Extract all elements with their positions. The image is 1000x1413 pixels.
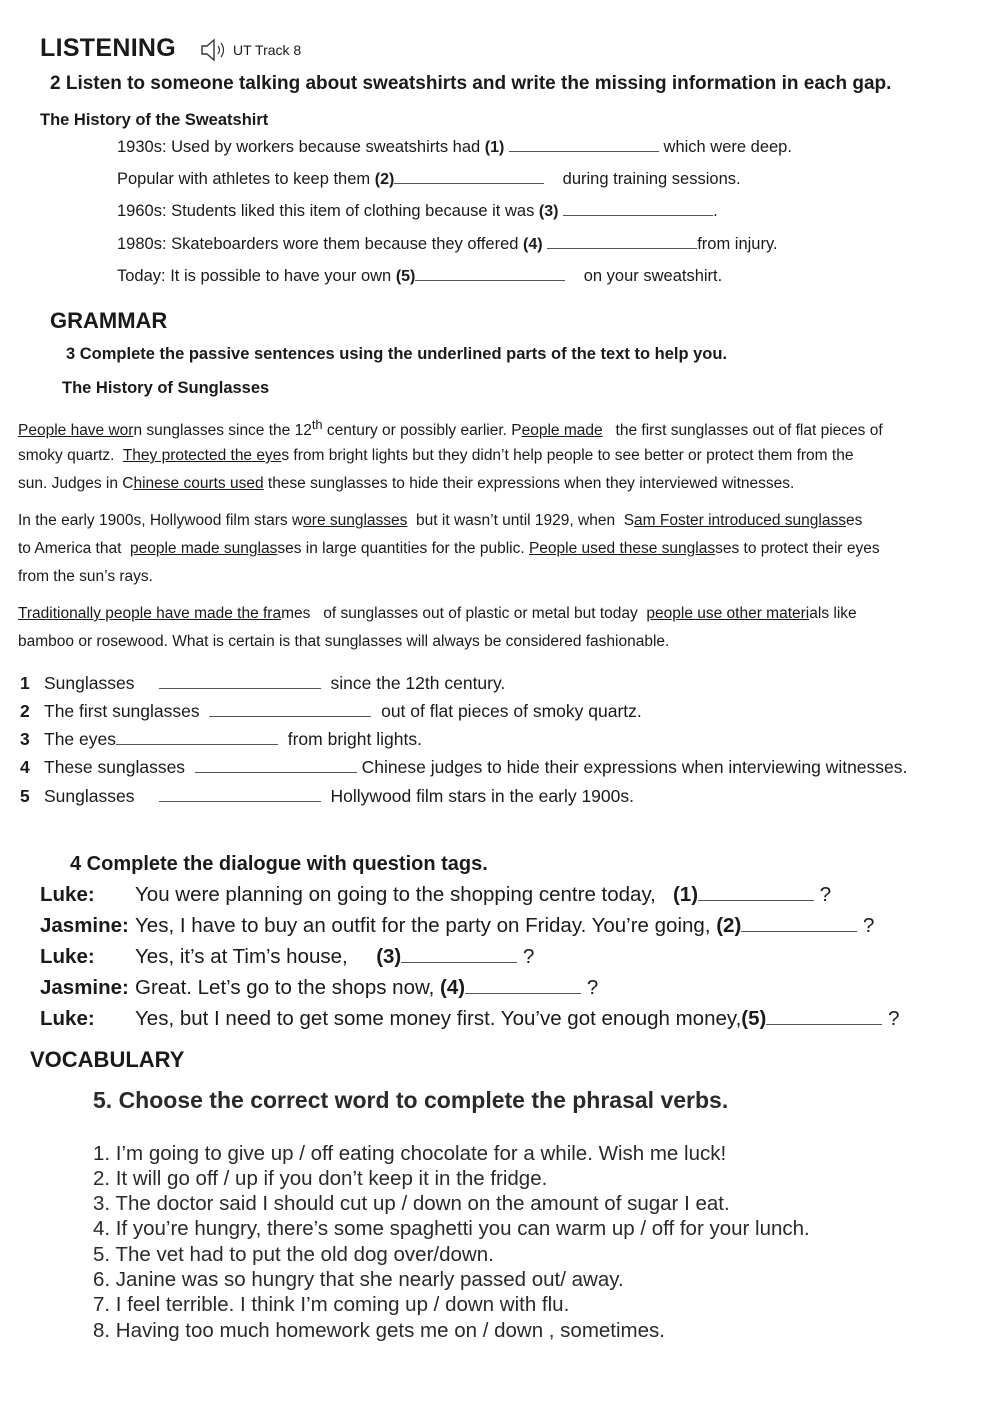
listening-item: Popular with athletes to keep them (2) during training sessions. <box>117 170 741 188</box>
text-line: In the early 1900s, Hollywood film stars wore sunglasses but it wasn’t until 1929, when Sam Foster introduced sunglasses <box>18 512 863 529</box>
gap-number: (1) <box>484 139 505 156</box>
speaker-icon[interactable] <box>200 38 228 67</box>
grammar-heading: GRAMMAR <box>50 308 168 333</box>
text-line: sun. Judges in Chinese courts used these sunglasses to hide their expressions when they interviewed witnesses. <box>18 475 795 492</box>
answer-gap[interactable] <box>547 234 697 249</box>
phrasal-verb-item: 7. I feel terrible. I think I’m coming up / down with flu. <box>93 1293 570 1316</box>
dialogue-line: Luke: Yes, it’s at Tim’s house, (3) ? <box>40 945 535 968</box>
grammar-instruction: 3 Complete the passive sentences using the underlined parts of the text to help you. <box>66 345 728 363</box>
answer-gap[interactable] <box>698 884 814 901</box>
sweatshirt-title: The History of the Sweatshirt <box>40 111 269 129</box>
speaker-name: Luke: <box>40 883 95 906</box>
gap-number: (3) <box>538 203 559 220</box>
dialogue-instruction: 4 Complete the dialogue with question tags. <box>70 853 488 875</box>
gap-number: (4) <box>523 236 543 253</box>
gap-number: (5) <box>395 268 416 285</box>
gap-number: (2) <box>374 171 395 188</box>
phrasal-verb-item: 8. Having too much homework gets me on / down , sometimes. <box>93 1319 665 1342</box>
answer-gap[interactable] <box>465 977 581 994</box>
phrasal-verb-item: 5. The vet had to put the old dog over/down. <box>93 1243 494 1266</box>
text-line: Traditionally people have made the frames of sunglasses out of plastic or metal but today people use other materials like <box>18 605 857 622</box>
listening-item: Today: It is possible to have your own (5) on your sweatshirt. <box>117 267 723 285</box>
answer-gap[interactable] <box>766 1008 882 1025</box>
text-line: People have worn sunglasses since the 12th century or possibly earlier. People made the first sunglasses out of flat pieces of <box>18 417 883 440</box>
exercise-item: 2 The first sunglasses out of flat pieces of smoky quartz. <box>20 701 642 721</box>
speaker-name: Jasmine: <box>40 976 129 999</box>
exercise-item: 4 These sunglasses Chinese judges to hide their expressions when interviewing witnesses. <box>20 757 908 777</box>
vocabulary-heading: VOCABULARY <box>30 1047 185 1072</box>
dialogue-line: Jasmine: Yes, I have to buy an outfit for the party on Friday. You’re going, (2) ? <box>40 914 875 937</box>
vocabulary-instruction: 5. Choose the correct word to complete the phrasal verbs. <box>93 1087 729 1113</box>
text-line: bamboo or rosewood. What is certain is that sunglasses will always be considered fashionable. <box>18 633 670 650</box>
sunglasses-title: The History of Sunglasses <box>62 379 270 397</box>
listening-item: 1930s: Used by workers because sweatshirts had (1) which were deep. <box>117 138 792 156</box>
dialogue-line: Luke: Yes, but I need to get some money first. You’ve got enough money,(5) ? <box>40 1007 900 1030</box>
speaker-name: Luke: <box>40 1007 95 1030</box>
answer-gap[interactable] <box>741 915 857 932</box>
text-line: from the sun’s rays. <box>18 568 153 585</box>
text-line: to America that people made sunglasses in large quantities for the public. People used these sunglasses to protect their eyes <box>18 540 880 557</box>
phrasal-verb-item: 6. Janine was so hungry that she nearly passed out/ away. <box>93 1268 624 1291</box>
listening-instruction: 2 Listen to someone talking about sweatshirts and write the missing information in each gap. <box>50 73 892 94</box>
answer-gap[interactable] <box>159 787 321 802</box>
phrasal-verb-item: 2. It will go off / up if you don’t keep it in the fridge. <box>93 1167 548 1190</box>
exercise-item: 3 The eyes from bright lights. <box>20 729 422 749</box>
phrasal-verb-item: 1. I’m going to give up / off eating chocolate for a while. Wish me luck! <box>93 1142 727 1165</box>
speaker-name: Jasmine: <box>40 914 129 937</box>
exercise-item: 5 Sunglasses Hollywood film stars in the early 1900s. <box>20 786 634 806</box>
answer-gap[interactable] <box>209 702 371 717</box>
listening-item: 1960s: Students liked this item of clothing because it was (3) . <box>117 202 718 220</box>
answer-gap[interactable] <box>401 946 517 963</box>
listening-item: 1980s: Skateboarders wore them because they offered (4) from injury. <box>117 235 778 253</box>
speaker-name: Luke: <box>40 945 95 968</box>
answer-gap[interactable] <box>159 674 321 689</box>
answer-gap[interactable] <box>394 169 544 184</box>
phrasal-verb-item: 3. The doctor said I should cut up / down on the amount of sugar I eat. <box>93 1192 730 1215</box>
answer-gap[interactable] <box>509 137 659 152</box>
answer-gap[interactable] <box>563 201 713 216</box>
listening-heading: LISTENING <box>40 34 177 62</box>
track-label: UT Track 8 <box>233 42 302 58</box>
phrasal-verb-item: 4. If you’re hungry, there’s some spaghetti you can warm up / off for your lunch. <box>93 1217 810 1240</box>
answer-gap[interactable] <box>415 266 565 281</box>
dialogue-line: Jasmine: Great. Let’s go to the shops now, (4) ? <box>40 976 599 999</box>
answer-gap[interactable] <box>195 758 357 773</box>
text-line: smoky quartz. They protected the eyes from bright lights but they didn’t help people to see better or protect them from the <box>18 447 854 464</box>
answer-gap[interactable] <box>116 730 278 745</box>
dialogue-line: Luke: You were planning on going to the shopping centre today, (1) ? <box>40 883 832 906</box>
exercise-item: 1 Sunglasses since the 12th century. <box>20 673 506 693</box>
